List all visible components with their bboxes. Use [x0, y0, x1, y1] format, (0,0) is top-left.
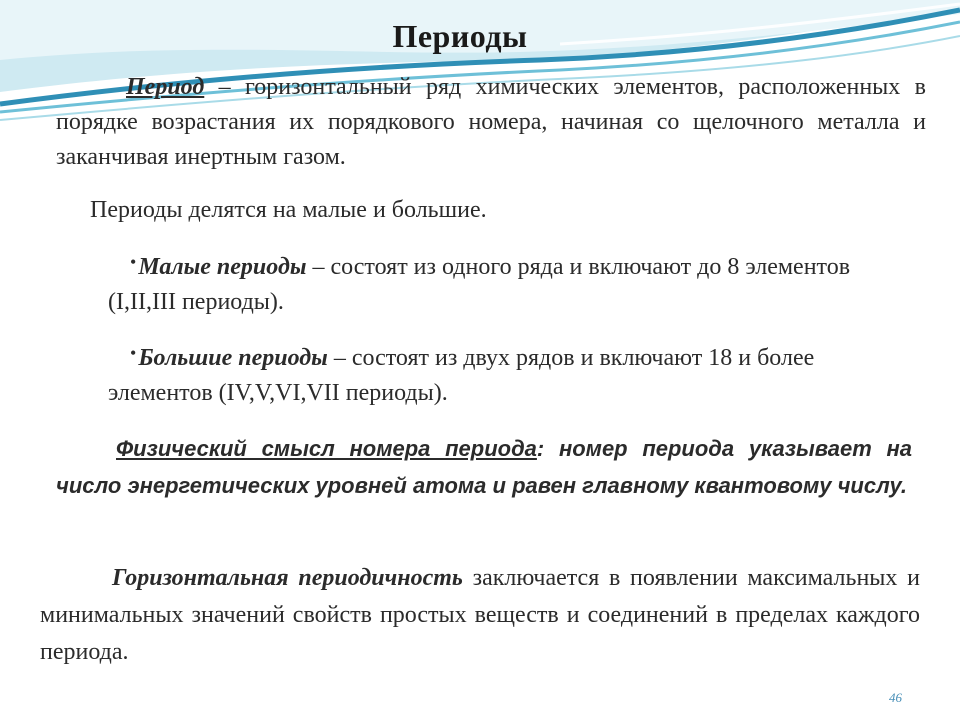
physical-meaning-text: номер периода указывает на число энергетических уровней атома и равен главному квантовому числу.: [56, 436, 912, 498]
horizontal-periodicity-term: Горизонтальная периодичность: [112, 565, 463, 591]
bullet-icon: •: [130, 252, 137, 272]
slide-title: Периоды: [392, 18, 528, 54]
large-periods-text: – состоят из двух рядов и включают 18 и более элементов (IV,V,VI,VII периоды).: [108, 345, 815, 406]
large-periods-term: Большие периоды: [138, 345, 328, 371]
small-periods-term: Малые периоды: [138, 254, 307, 280]
horizontal-periodicity: [40, 560, 920, 671]
bullet-icon: •: [130, 343, 137, 363]
large-periods-item: [108, 336, 908, 411]
division-statement: [90, 193, 890, 228]
small-periods-item: [108, 245, 908, 320]
physical-meaning-term: Физический смысл номера периода: [116, 436, 537, 461]
definition-text: – горизонтальный ряд химических элементов, расположенных в порядке возрастания их порядкового номера, начиная со щелочного металла и заканчивая инертным газом.: [56, 74, 926, 170]
period-definition: [56, 70, 926, 175]
physical-meaning: [56, 430, 912, 504]
division-text: Периоды делятся на малые и большие.: [90, 197, 487, 223]
definition-term: Период: [126, 74, 205, 100]
page-number: 46: [889, 690, 902, 705]
physical-meaning-colon: :: [536, 436, 545, 461]
horizontal-periodicity-text: заключается в появлении максимальных и минимальных значений свойств простых веществ и соединений в пределах каждого периода.: [40, 565, 921, 665]
small-periods-text: – состоят из одного ряда и включают до 8 элементов (I,II,III периоды).: [108, 254, 851, 315]
